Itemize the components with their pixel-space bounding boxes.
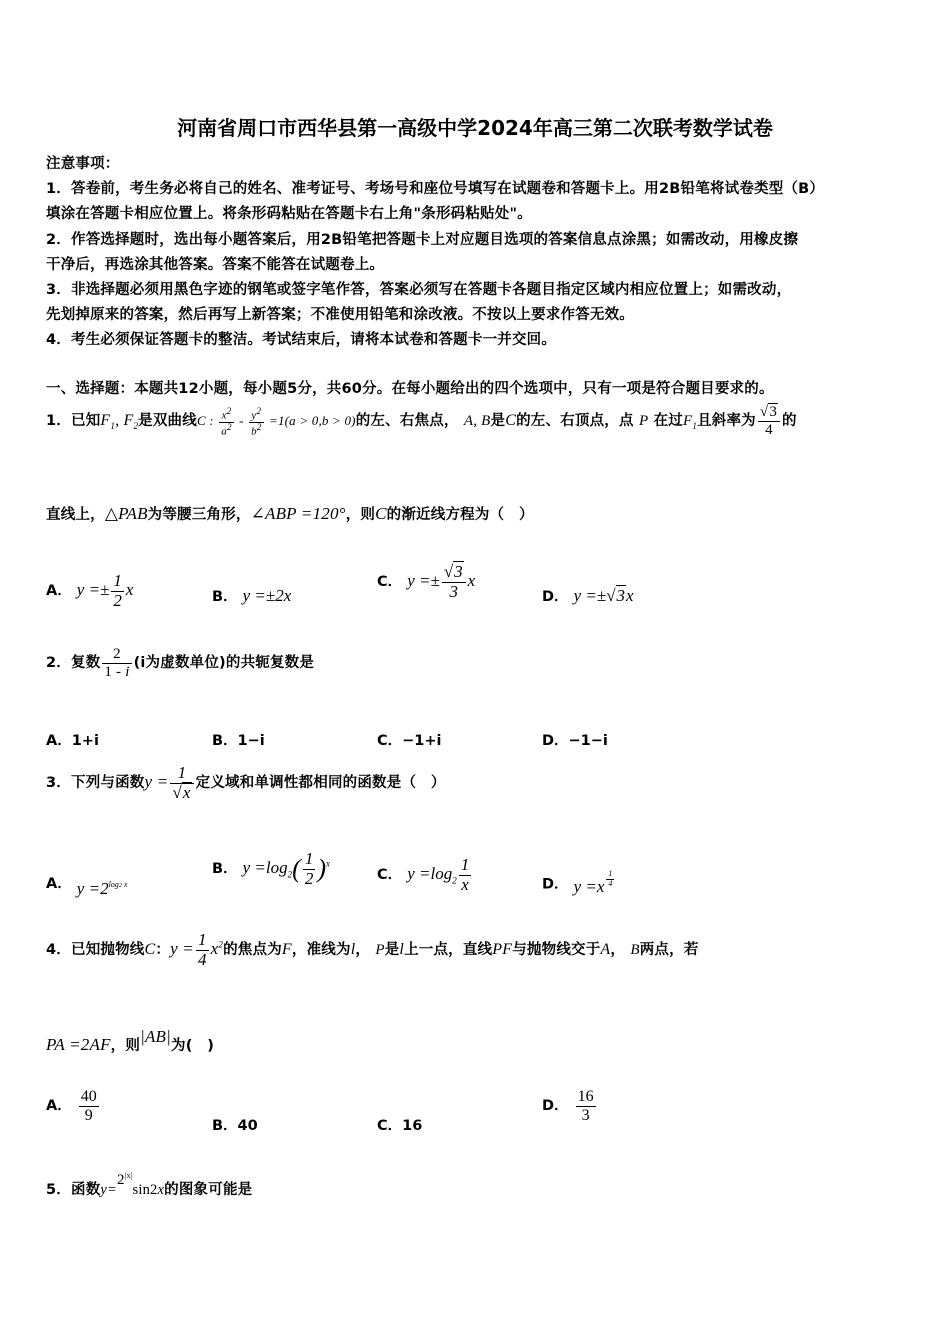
q-text: 的左、右焦点， bbox=[355, 413, 459, 429]
question-number: 4．已知抛物线 bbox=[46, 942, 145, 959]
option-c[interactable] bbox=[377, 563, 475, 601]
option-b[interactable] bbox=[212, 850, 330, 888]
math-expr: y =x $\frac{1}{4}$ bbox=[573, 869, 613, 897]
math-expr: $F_1$, $F_2$ bbox=[100, 412, 139, 432]
q-text: 上一点，直线 bbox=[404, 942, 493, 959]
q-text: 在过 bbox=[653, 413, 683, 429]
math-expr: $\frac{40}{9}$ bbox=[80, 1088, 97, 1124]
math-expr: l bbox=[399, 941, 405, 959]
option-label: C． bbox=[377, 867, 403, 884]
q-text: 与抛物线交于 bbox=[512, 942, 601, 959]
q-text: ： bbox=[155, 942, 171, 959]
option-d[interactable] bbox=[542, 1088, 598, 1124]
question-number: 3．下列与函数 bbox=[46, 775, 145, 792]
exam-title: 河南省周口市西华县第一高级中学2024年高三第二次联考数学试卷 bbox=[177, 116, 773, 140]
option-label: A． bbox=[46, 583, 72, 600]
notice-heading: 注意事项： bbox=[46, 156, 120, 172]
math-expr: $y =2^{log2 x}$ bbox=[76, 879, 128, 898]
math-expr: $\frac{16}{3}$ bbox=[577, 1088, 594, 1124]
option-a[interactable] bbox=[46, 572, 133, 610]
q-text: ， bbox=[355, 942, 371, 959]
math-expr: P bbox=[638, 413, 649, 429]
math-expr: |AB| bbox=[140, 1027, 171, 1046]
q-text: ，准线为 bbox=[291, 942, 351, 959]
option-d[interactable] bbox=[542, 585, 634, 606]
math-expr: B bbox=[630, 942, 640, 959]
math-expr: y =± $\frac{√3}{3}$ x bbox=[407, 562, 476, 601]
q-text: 直线上， bbox=[46, 507, 105, 523]
notice-line: 干净后，再选涂其他答案。答案不能答在试题卷上。 bbox=[46, 257, 385, 273]
q-text: 的图象可能是 bbox=[164, 1182, 253, 1198]
q-text: 的渐近线方程为（ ） bbox=[386, 507, 534, 523]
math-expr: PF bbox=[492, 941, 513, 959]
notice-line: 填涂在答题卡相应位置上。将条形码粘贴在答题卡右上角"条形码粘贴处"。 bbox=[46, 206, 532, 222]
option-label: D． bbox=[542, 589, 569, 605]
question-3 bbox=[46, 764, 446, 802]
section-heading: 一、选择题：本题共12小题，每小题5分，共60分。在每小题给出的四个选项中，只有一项是符合题目要求的。 bbox=[46, 381, 774, 397]
option-label: B． bbox=[212, 861, 238, 878]
q-text: 为( ) bbox=[171, 1038, 215, 1054]
question-4-line-2 bbox=[46, 1027, 215, 1055]
q-text: 是 bbox=[384, 942, 400, 959]
notice-line: 3．非选择题必须用黑色字迹的钢笔或签字笔作答，答案必须写在答题卡各题目指定区域内相应位置上；如需改动， bbox=[46, 282, 792, 298]
q-text: 定义域和单调性都相同的函数是（ ） bbox=[195, 775, 446, 792]
option-d[interactable] bbox=[542, 866, 616, 897]
option-c[interactable]: C．16 bbox=[377, 1118, 423, 1134]
option-label: A． bbox=[46, 1098, 72, 1115]
question-1-line-2 bbox=[46, 503, 534, 524]
option-d[interactable]: D．−1−i bbox=[542, 733, 608, 749]
math-expr: A, B bbox=[463, 413, 491, 429]
option-a[interactable]: A．1+i bbox=[46, 733, 99, 749]
q-text: 的焦点为 bbox=[223, 942, 282, 959]
question-number: 1．已知 bbox=[46, 413, 101, 429]
q-text: 是 bbox=[490, 413, 506, 429]
q-text: ， bbox=[610, 942, 626, 959]
q-text: 为等腰三角形， bbox=[147, 507, 251, 523]
math-expr: $F_1$ bbox=[682, 413, 698, 431]
q-text: 是双曲线 bbox=[138, 413, 197, 429]
math-expr: PA =2AF bbox=[46, 1035, 111, 1054]
option-label: B． bbox=[212, 589, 238, 605]
math-expr: $y =\log_2$ $\frac{1}{x}$ bbox=[407, 855, 470, 894]
option-a[interactable] bbox=[46, 872, 128, 898]
math-expr: C bbox=[144, 941, 156, 959]
math-expr: P bbox=[375, 942, 385, 959]
parabola-equation: y = $\frac{1}{4}$ $x^2$ bbox=[170, 930, 224, 969]
q-text: 的 bbox=[782, 413, 797, 429]
math-expr: l bbox=[350, 941, 356, 959]
math-expr: sin2 bbox=[132, 1182, 158, 1198]
slope-fraction: $\frac{√3}{4}$ bbox=[758, 404, 780, 438]
math-expr: F bbox=[281, 941, 292, 959]
question-5 bbox=[46, 1171, 253, 1199]
notice-line: 2．作答选择题时，选出每小题答案后，用2B铅笔把答题卡上对应题目选项的答案信息点涂黑；如需改动，用橡皮擦 bbox=[46, 232, 799, 248]
math-expr: △PAB bbox=[104, 504, 148, 523]
function-expr: y = $\frac{1}{√x}$ bbox=[145, 772, 196, 791]
question-number: 5．函数 bbox=[46, 1182, 101, 1198]
option-b[interactable] bbox=[212, 585, 291, 606]
hyperbola-equation: C : $\frac{x^2}{a^2}$ - $\frac{y^2}{b^2}$ =1(a > 0,b > 0) bbox=[196, 405, 356, 438]
q-text: ，则 bbox=[345, 507, 376, 523]
q-text: 且斜率为 bbox=[697, 413, 756, 429]
math-expr: y= bbox=[100, 1182, 118, 1198]
math-expr: y =± $\frac{1}{2}$ x bbox=[76, 571, 134, 610]
math-expr: C bbox=[375, 504, 387, 523]
option-label: D． bbox=[542, 876, 569, 893]
math-expr: y =±2x bbox=[242, 586, 292, 605]
math-expr: C bbox=[505, 412, 517, 429]
math-expr: $2^{|x|}$ bbox=[117, 1171, 133, 1188]
math-expr: y =±√3x bbox=[573, 586, 634, 605]
notice-line: 1．答卷前，考生务必将自己的姓名、准考证号、考场号和座位号填写在试题卷和答题卡上。用2B铅笔将试卷类型（B） bbox=[46, 181, 825, 197]
complex-fraction: $\frac{2}{1 - i}$ bbox=[104, 646, 130, 680]
q-text: 的左、右顶点，点 bbox=[516, 413, 634, 429]
option-c[interactable]: C．−1+i bbox=[377, 733, 442, 749]
option-b[interactable]: B．40 bbox=[212, 1118, 258, 1134]
q-text: 两点，若 bbox=[639, 942, 699, 959]
question-number: 2．复数 bbox=[46, 655, 101, 671]
notice-line: 先划掉原来的答案，然后再写上新答案；不准使用铅笔和涂改液。不按以上要求作答无效。 bbox=[46, 307, 634, 323]
question-1-line-1 bbox=[46, 404, 797, 438]
option-label: C． bbox=[377, 574, 403, 591]
option-c[interactable] bbox=[377, 856, 473, 894]
option-b[interactable]: B．1−i bbox=[212, 733, 265, 749]
notice-line: 4．考生必须保证答题卡的整洁。考试结束后，请将本试卷和答题卡一并交回。 bbox=[46, 332, 557, 348]
q-text: (i为虚数单位)的共轭复数是 bbox=[133, 655, 315, 671]
option-label: A． bbox=[46, 876, 72, 892]
math-expr: A bbox=[600, 941, 611, 959]
q-text: ，则 bbox=[110, 1038, 141, 1054]
question-4-line-1 bbox=[46, 931, 699, 969]
option-a[interactable] bbox=[46, 1088, 101, 1124]
math-expr: ∠ABP =120° bbox=[250, 504, 346, 523]
question-2 bbox=[46, 646, 314, 680]
math-expr: $y =\log_2$( $\frac{1}{2}$ )$^x$ bbox=[242, 849, 330, 888]
option-label: D． bbox=[542, 1098, 569, 1115]
math-expr: x bbox=[157, 1182, 165, 1198]
